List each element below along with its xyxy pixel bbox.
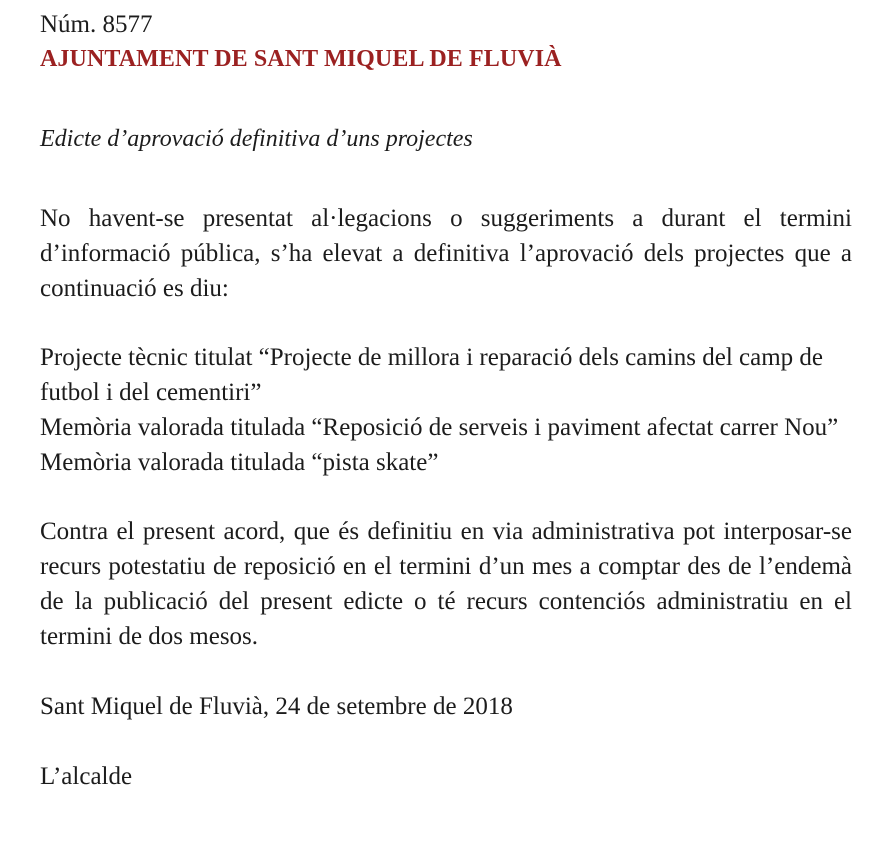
place-date: Sant Miquel de Fluvià, 24 de setembre de 2018 [40, 693, 513, 720]
organization-title: AJUNTAMENT DE SANT MIQUEL DE FLUVIÀ [40, 46, 562, 72]
edict-subtitle: Edicte d’aprovació definitiva d’uns projectes [40, 126, 473, 152]
project-item: Projecte tècnic titulat “Projecte de millora i reparació dels camins del camp de futbol i del cementiri” [40, 344, 824, 406]
intro-paragraph: No havent-se presentat al·legacions o suggeriments a durant el termini d’informació pública, s’ha elevat a definitiva l’aprovació dels projectes que a continuació es diu: [40, 205, 852, 302]
appeal-paragraph: Contra el present acord, que és definitiu en via administrativa pot interposar-se recurs potestatiu de reposició en el termini d’un mes a comptar des de l’endemà de la publicació del present edicte o té recurs contenciós administratiu en el termini de dos mesos. [40, 518, 852, 650]
signatory-role: L’alcalde [40, 763, 133, 790]
project-item: Memòria valorada titulada “pista skate” [40, 449, 439, 476]
project-item: Memòria valorada titulada “Reposició de serveis i paviment afectat carrer Nou” [40, 414, 839, 441]
projects-list [40, 340, 852, 480]
announcement-number: Núm. 8577 [40, 11, 153, 38]
